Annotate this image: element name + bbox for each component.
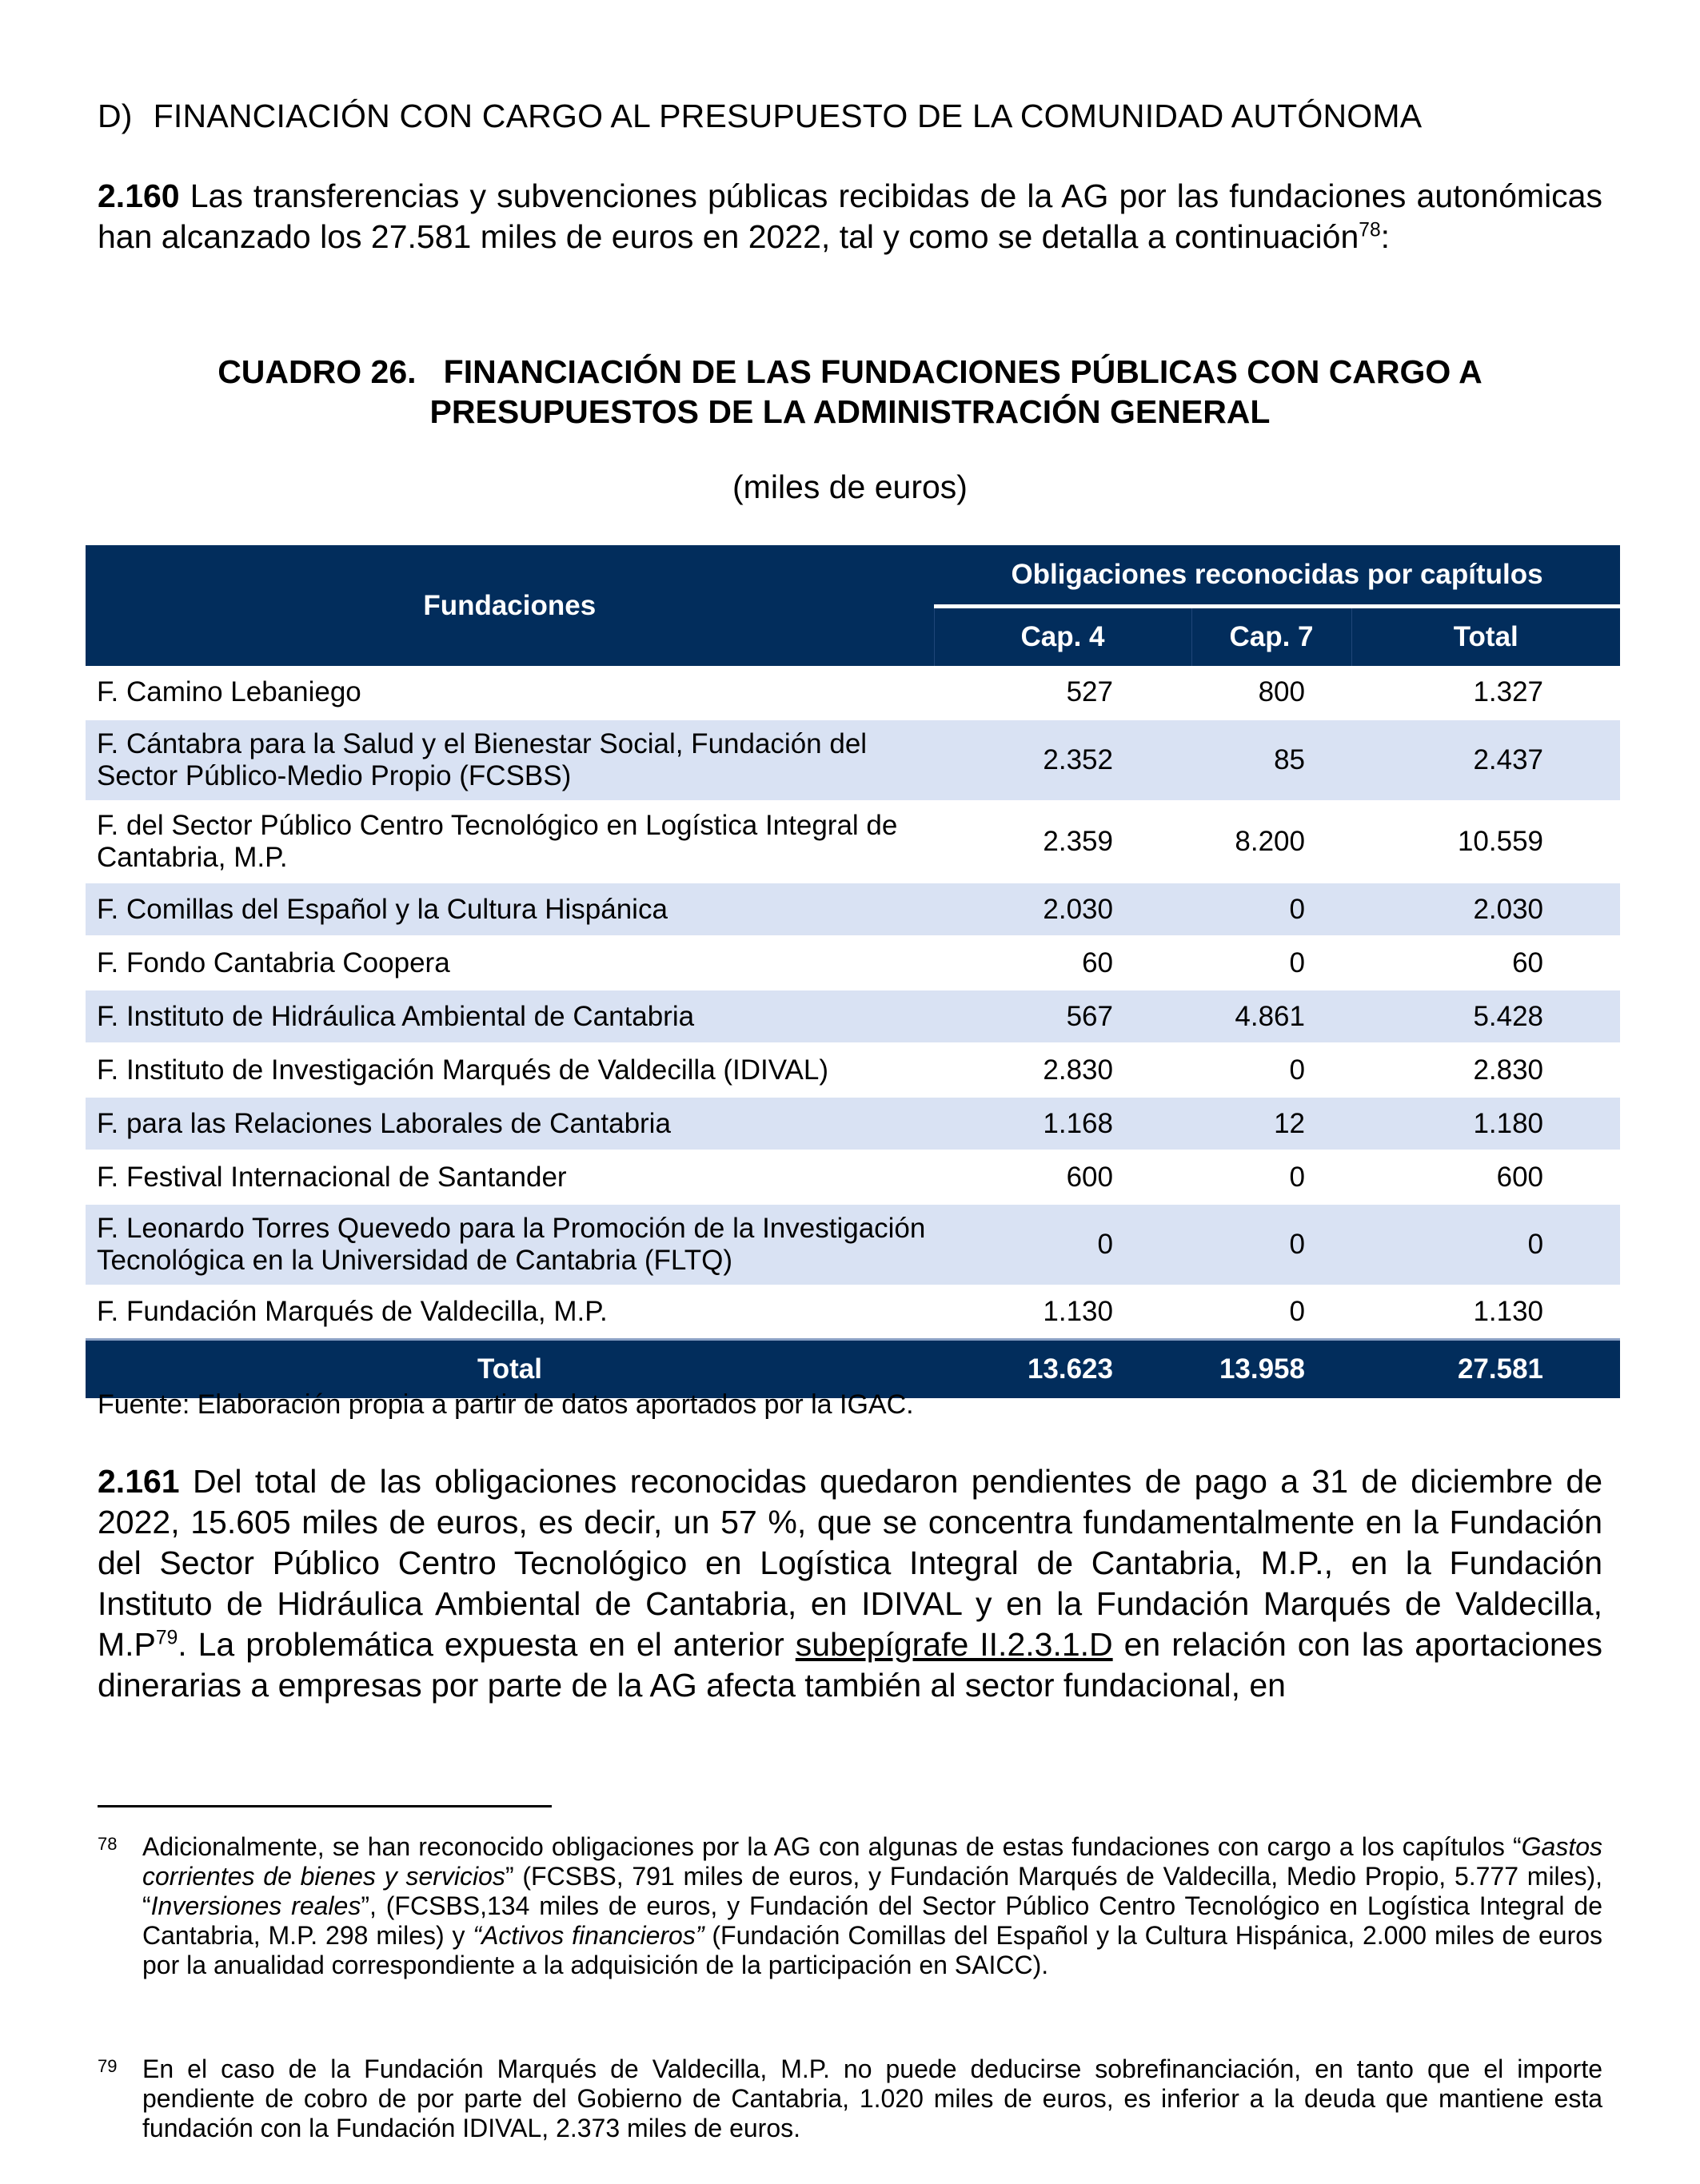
table-caption [0, 352, 1700, 432]
total-label: Total [86, 1339, 934, 1398]
total-cap7: 13.958 [1191, 1339, 1351, 1398]
footnote-number: 78 [98, 1834, 118, 1854]
foundation-name: F. Festival Internacional de Santander [86, 1150, 934, 1204]
header-total: Total [1351, 607, 1620, 667]
footnote-ref-79[interactable]: 79 [155, 1627, 178, 1649]
cap4-value: 1.130 [934, 1285, 1191, 1339]
total-value: 1.130 [1351, 1285, 1620, 1339]
total-value: 10.559 [1351, 801, 1620, 883]
cap4-value: 2.359 [934, 801, 1191, 883]
cap7-value: 800 [1191, 666, 1351, 719]
foundation-name: F. para las Relaciones Laborales de Cantabria [86, 1097, 934, 1150]
section-heading [98, 98, 1422, 135]
caption-line-2: PRESUPUESTOS DE LA ADMINISTRACIÓN GENERAL [429, 393, 1271, 430]
foundation-name: F. Camino Lebaniego [86, 666, 934, 719]
foundation-name: F. del Sector Público Centro Tecnológico en Logística Integral de Cantabria, M.P. [86, 801, 934, 883]
footnote-78 [98, 1832, 1602, 1980]
paragraph-text-c: en relación con las aportaciones dinerarias a empresas por parte de la AG afecta también al sector fundacional, en [98, 1626, 1602, 1704]
cap4-value: 2.830 [934, 1043, 1191, 1097]
foundation-name: F. Leonardo Torres Quevedo para la Promoción de la Investigación Tecnológica en la Universidad de Cantabria (FLTQ) [86, 1204, 934, 1285]
foundation-name: F. Fondo Cantabria Coopera [86, 936, 934, 990]
cap7-value: 85 [1191, 719, 1351, 801]
header-fundaciones: Fundaciones [86, 545, 934, 666]
total-value: 60 [1351, 936, 1620, 990]
table-row [86, 719, 1620, 801]
paragraph-text: Las transferencias y subvenciones públicas recibidas de la AG por las fundaciones autonómicas han alcanzado los 27.581 miles de euros en 2022, tal y como se detalla a continuación [98, 177, 1602, 255]
total-total: 27.581 [1351, 1339, 1620, 1398]
footnote-ref-78[interactable]: 78 [1359, 219, 1381, 241]
footnote-italic-term: “Activos financieros” [473, 1921, 704, 1950]
cap4-value: 527 [934, 666, 1191, 719]
table-row [86, 990, 1620, 1043]
header-cap4: Cap. 4 [934, 607, 1191, 667]
cap7-value: 0 [1191, 1150, 1351, 1204]
total-value: 0 [1351, 1204, 1620, 1285]
total-cap4: 13.623 [934, 1339, 1191, 1398]
table-row [86, 1097, 1620, 1150]
total-value: 600 [1351, 1150, 1620, 1204]
cap7-value: 0 [1191, 1285, 1351, 1339]
footnote-text-part: Adicionalmente, se han reconocido obligaciones por la AG con algunas de estas fundaciones con cargo a los capítulos “ [142, 1832, 1522, 1861]
paragraph-number: 2.161 [98, 1463, 180, 1500]
cap4-value: 60 [934, 936, 1191, 990]
footnote-text-part: (Fundación Comillas del Español y la Cultura Hispánica, 2.000 miles de euros por la anualidad correspondiente a la adquisición de la participación en SAICC). [142, 1921, 1603, 1979]
cap7-value: 8.200 [1191, 801, 1351, 883]
paragraph-2-160 [98, 176, 1602, 257]
table-row [86, 1150, 1620, 1204]
caption-line-1: CUADRO 26. FINANCIACIÓN DE LAS FUNDACIONES PÚBLICAS CON CARGO A [217, 353, 1483, 390]
footnote-text-part: ” (FCSBS, 791 miles de euros, y Fundación Marqués de Valdecilla, Medio Propio, 5.777 miles), “ [142, 1862, 1603, 1920]
footnote-italic-term: Gastos corrientes de bienes y servicios [142, 1832, 1602, 1891]
foundation-name: F. Cántabra para la Salud y el Bienestar Social, Fundación del Sector Público-Medio Propio (FCSBS) [86, 719, 934, 801]
cap4-value: 2.030 [934, 883, 1191, 936]
table-row [86, 936, 1620, 990]
total-value: 2.030 [1351, 883, 1620, 936]
section-letter: D) [98, 98, 133, 134]
paragraph-text-b: . La problemática expuesta en el anterior [178, 1626, 796, 1663]
cap7-value: 0 [1191, 1043, 1351, 1097]
table-row [86, 1204, 1620, 1285]
foundation-name: F. Instituto de Hidráulica Ambiental de Cantabria [86, 990, 934, 1043]
paragraph-tail: : [1380, 218, 1391, 255]
table-row [86, 801, 1620, 883]
total-value: 1.180 [1351, 1097, 1620, 1150]
cap4-value: 0 [934, 1204, 1191, 1285]
total-value: 2.830 [1351, 1043, 1620, 1097]
subepigrafe-link[interactable]: subepígrafe II.2.3.1.D [795, 1626, 1113, 1663]
footnote-text [142, 1832, 1602, 1980]
table-row [86, 1285, 1620, 1339]
cap7-value: 0 [1191, 1204, 1351, 1285]
foundation-name: F. Fundación Marqués de Valdecilla, M.P. [86, 1285, 934, 1339]
table-units: (miles de euros) [732, 468, 968, 505]
foundation-name: F. Instituto de Investigación Marqués de Valdecilla (IDIVAL) [86, 1043, 934, 1097]
paragraph-number: 2.160 [98, 177, 180, 214]
cap4-value: 600 [934, 1150, 1191, 1204]
footnote-italic-term: Inversiones reales [150, 1891, 361, 1920]
financing-table [86, 545, 1620, 1398]
cap7-value: 0 [1191, 883, 1351, 936]
footnote-79 [98, 2054, 1602, 2143]
cap4-value: 2.352 [934, 719, 1191, 801]
footnote-text: En el caso de la Fundación Marqués de Valdecilla, M.P. no puede deducirse sobrefinanciación, en tanto que el importe pendiente de cobro de por parte del Gobierno de Cantabria, 1.020 miles de euros, es inferior a la deuda que mantiene esta fundación con la Fundación IDIVAL, 2.373 miles de euros. [142, 2054, 1602, 2142]
header-cap7: Cap. 7 [1191, 607, 1351, 667]
total-value: 2.437 [1351, 719, 1620, 801]
cap7-value: 4.861 [1191, 990, 1351, 1043]
cap7-value: 12 [1191, 1097, 1351, 1150]
section-title: FINANCIACIÓN CON CARGO AL PRESUPUESTO DE LA COMUNIDAD AUTÓNOMA [153, 98, 1423, 134]
total-value: 5.428 [1351, 990, 1620, 1043]
paragraph-2-161 [98, 1461, 1602, 1706]
footnote-number: 79 [98, 2056, 118, 2076]
footnote-separator [98, 1805, 552, 1807]
footnote-text-part: ”, (FCSBS,134 miles de euros, y Fundación del Sector Público Centro Tecnológico en Logística Integral de Cantabria, M.P. 298 miles) y [142, 1891, 1603, 1950]
table-row [86, 883, 1620, 936]
foundation-name: F. Comillas del Español y la Cultura Hispánica [86, 883, 934, 936]
paragraph-text-a: Del total de las obligaciones reconocidas quedaron pendientes de pago a 31 de diciembre de 2022, 15.605 miles de euros, es decir, un 57 %, que se concentra fundamentalmente en la Fundación del Sector Público Centro Tecnológico en Logística Integral de Cantabria, M.P., en la Fundación Instituto de Hidráulica Ambiental de Cantabria, en IDIVAL y en la Fundación Marqués de Valdecilla, M.P [98, 1463, 1602, 1663]
source-note: Fuente: Elaboración propia a partir de datos aportados por la IGAC. [98, 1389, 914, 1420]
header-group-obligaciones: Obligaciones reconocidas por capítulos [934, 545, 1620, 607]
table-row [86, 1043, 1620, 1097]
table-row [86, 666, 1620, 719]
cap7-value: 0 [1191, 936, 1351, 990]
total-value: 1.327 [1351, 666, 1620, 719]
cap4-value: 1.168 [934, 1097, 1191, 1150]
cap4-value: 567 [934, 990, 1191, 1043]
